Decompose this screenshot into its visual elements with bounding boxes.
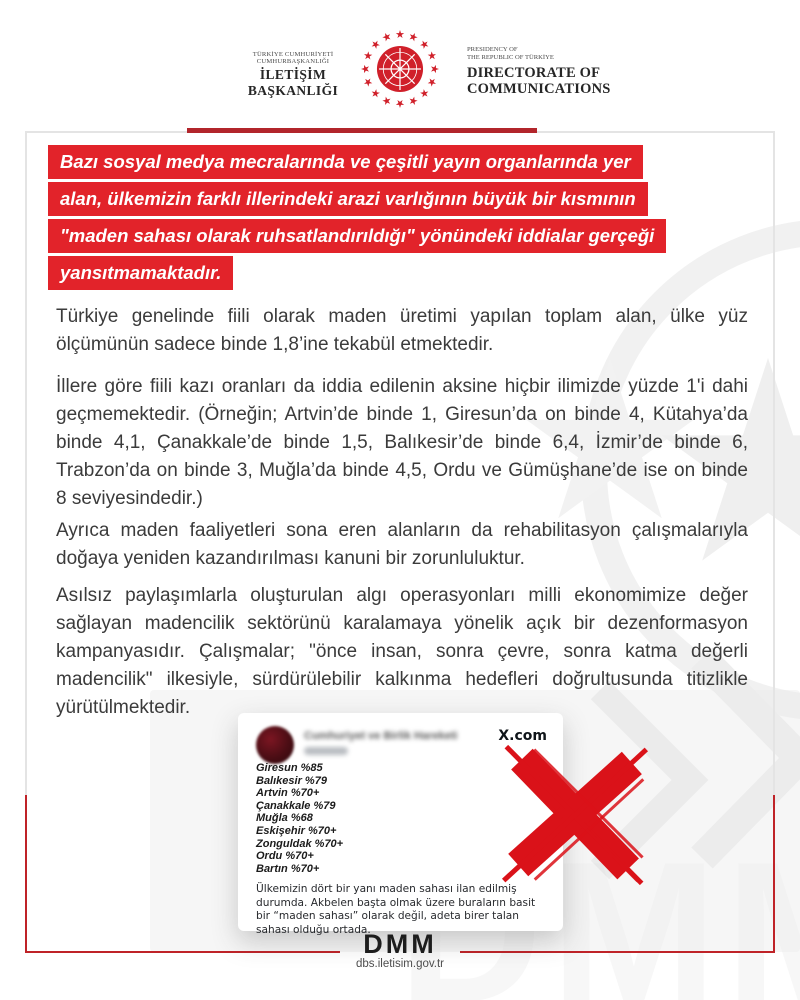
red-cross-brush-icon — [489, 736, 659, 894]
body-paragraph-1: Türkiye genelinde fiili olarak maden üretimi yapılan toplam alan, ülke yüz ölçümünün sadece binde 1,8’ine tekabül etmektedir. — [56, 306, 748, 355]
dmm-logo: DMM — [363, 929, 437, 959]
tweet-body-text: Ülkemizin dört bir yanı maden sahası ilan edilmiş durumda. Akbelen başta olmak üzere buraların basit bir “maden sahası” olarak değil, adeta birer talan sahası olduğu ortada. — [256, 883, 536, 936]
footer — [0, 929, 800, 960]
tweet-author-handle-blurred — [304, 747, 348, 755]
footer-url: dbs.iletisim.gov.tr — [356, 958, 444, 970]
header-right-small-label-1: PRESIDENCY OF — [467, 46, 518, 53]
tweet-stat-line: Balıkesir %79 — [256, 774, 327, 787]
tweet-author-name-blurred: Cumhuriyet ve Birlik Hareketi — [304, 730, 458, 742]
headline-bar-1: Bazı sosyal medya mecralarında ve çeşitli yayın organlarında yer — [48, 145, 643, 179]
header-right-block — [467, 46, 611, 97]
headline-bar-3: "maden sahası olarak ruhsatlandırıldığı" yönündeki iddialar gerçeği — [48, 219, 666, 253]
tweet-stat-line: Ordu %70+ — [256, 850, 314, 863]
headline-bar-2: alan, ülkemizin farklı illerindeki arazi varlığının büyük bir kısmının — [48, 182, 648, 216]
header-right-main-label-2: COMMUNICATIONS — [467, 81, 611, 97]
tweet-stat-line: Giresun %85 — [256, 762, 323, 774]
presidency-seal-icon — [356, 25, 444, 113]
tweet-stat-line: Muğla %68 — [256, 812, 313, 825]
x-com-label: X.com — [498, 728, 547, 744]
body-paragraph-2: İllere göre fiili kazı oranları da iddia edilenin aksine hiçbir ilimizde yüzde 1'i dahi geçmemektedir. (Örneğin; Artvin’de binde 1, Giresun’da on binde 4, Kütahya’da binde 4,1, Çanakkale’de binde 1,5, Balıkesir’de binde 6,4, İzmir’de binde 6, Trabzon’da on binde 3, Muğla’da binde 4,5, Ordu ve Gümüşhane’de ise on binde 8 seviyesindedir.) — [56, 376, 748, 509]
tweet-stat-line: Çanakkale %79 — [256, 799, 336, 812]
header-left-main-label: İLETİŞİM BAŞKANLIĞI — [247, 67, 339, 98]
frame-left-line-gray — [25, 131, 27, 795]
header-left-small-label: TÜRKİYE CUMHURİYETİ CUMHURBAŞKANLIĞI — [252, 51, 334, 65]
tweet-stat-line: Artvin %70+ — [256, 787, 320, 800]
frame-right-line-gray — [773, 131, 775, 795]
tweet-stat-line: Zonguldak %70+ — [256, 837, 344, 850]
body-paragraph-3: Ayrıca maden faaliyetleri sona eren alanların da rehabilitasyon çalışmalarıyla doğaya yeniden kazandırılması kanuni bir zorunluluktur. — [56, 520, 748, 569]
header-right-small-label-2: THE REPUBLIC OF TÜRKİYE — [467, 54, 554, 61]
tweet-avatar-blurred — [256, 726, 294, 764]
header-right-main-label-1: DIRECTORATE OF — [467, 65, 601, 81]
body-paragraph-4: Asılsız paylaşımlarla oluşturulan algı operasyonları milli ekonomimize değer sağlayan madencilik sektörünü karalamaya yönelik açık bir dezenformasyon kampanyasıdır. Çalışmalar; "önce insan, sonra çevre, sonra katma değerli madencilik" ilkesiyle, sürdürülebilir kalkınma hedefleri doğrultusunda titizlikle yürütülmektedir. — [56, 585, 748, 718]
frame-top-accent-bar — [187, 128, 537, 133]
tweet-stats-list — [256, 762, 343, 875]
header-left-block — [222, 51, 364, 99]
tweet-stat-line: Bartın %70+ — [256, 862, 320, 875]
tweet-stat-line: Eskişehir %70+ — [256, 824, 337, 837]
headline-bar-4: yansıtmamaktadır. — [48, 256, 233, 290]
